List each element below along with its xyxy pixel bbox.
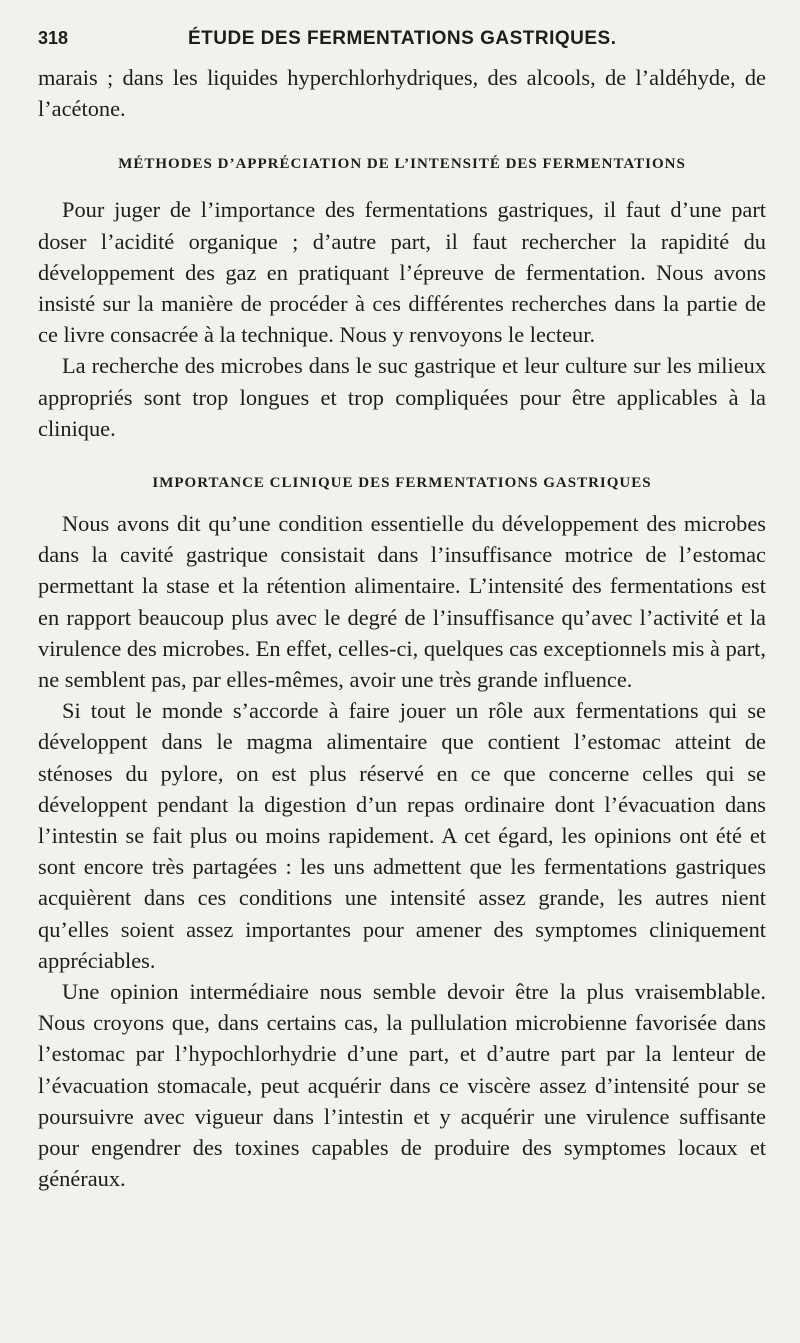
paragraph: Si tout le monde s’accorde à faire jouer un rôle aux fermentations qui se développent dans le magma alimentaire que contient l’estomac atteint de sténoses du pylore, on est plus réservé en ce que concerne celles qui se développent pendant la digestion d’un repas ordinaire dont l’évacuation dans l’intestin se fait plus ou moins rapidement. A cet égard, les opinions ont été et sont encore très partagées : les uns admettent que les fermentations gastriques acquièrent dans ces conditions une intensité assez grande, les autres nient qu’elles soient assez importantes pour amener des symptomes cliniquement appréciables. [38,698,766,973]
paragraph: Une opinion intermédiaire nous semble devoir être la plus vraisemblable. Nous croyons que, dans certains cas, la pullulation microbienne favorisée dans l’estomac par l’hypochlorhydrie d’une part, et d’autre part par la lenteur de l’évacuation stomacale, peut acquérir dans ce viscère assez d’intensité pour se poursuivre avec vigueur dans l’intestin et y acquérir une virulence suffisante pour engendrer des toxines capables de produire des symptomes locaux et généraux. [38,979,766,1192]
running-head [38,28,766,62]
opening-paragraph: marais ; dans les liquides hyperchlorhydriques, des alcools, de l’aldéhyde, de l’acétone. [38,65,766,122]
section-heading-importance: IMPORTANCE CLINIQUE DES FERMENTATIONS GASTRIQUES [152,475,652,492]
running-title: ÉTUDE DES FERMENTATIONS GASTRIQUES. [188,28,617,49]
section-heading-methods: MÉTHODES D’APPRÉCIATION DE L’INTENSITÉ DES FERMENTATIONS [118,156,686,173]
paragraph: Pour juger de l’importance des fermentations gastriques, il faut d’une part doser l’acidité organique ; d’autre part, il faut rechercher la rapidité du développement des gaz en pratiquant l’épreuve de fermentation. Nous avons insisté sur la manière de procéder à ces différentes recherches dans la partie de ce livre consacrée à la technique. Nous y renvoyons le lecteur. [38,197,766,348]
page-number: 318 [38,28,69,48]
paragraph: Nous avons dit qu’une condition essentielle du développement des microbes dans la cavité gastrique consistait dans l’insuffisance motrice de l’estomac permettant la stase et la rétention alimentaire. L’intensité des fermentations est en rapport beaucoup plus avec le degré de l’insuffisance qu’avec l’activité et la virulence des microbes. En effet, celles-ci, quelques cas exceptionnels mis à part, ne semblent pas, par elles-mêmes, avoir une très grande influence. [38,511,766,693]
paragraph: La recherche des microbes dans le suc gastrique et leur culture sur les milieux appropriés sont trop longues et trop compliquées pour être applicables à la clinique. [38,353,766,441]
book-page [38,28,766,1195]
body-text [38,62,766,1195]
